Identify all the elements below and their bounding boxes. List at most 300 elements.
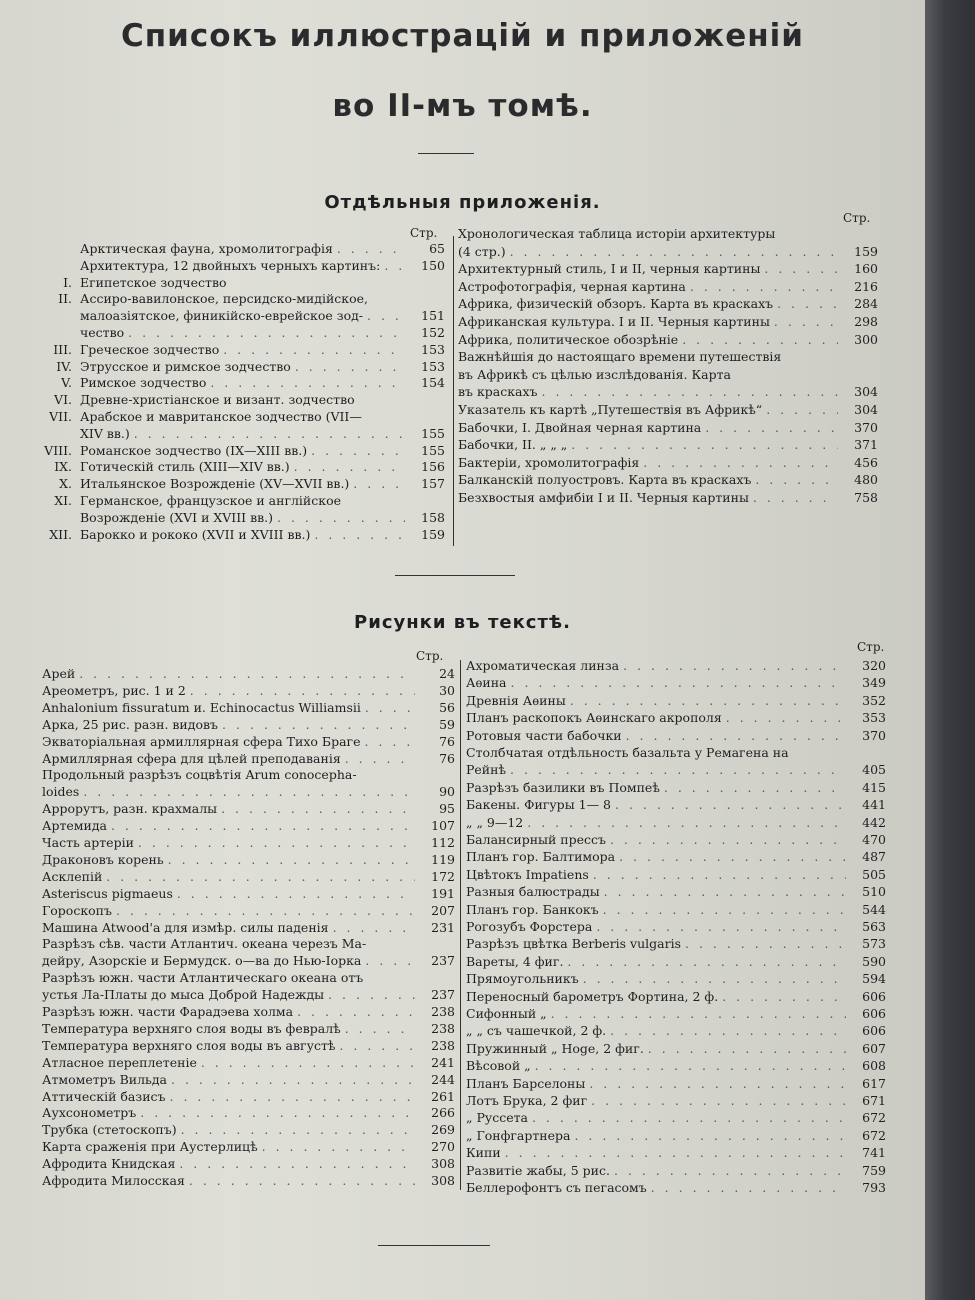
figure-entry xyxy=(466,884,886,899)
entry-page-number: 237 xyxy=(431,987,455,1003)
entry-page-number: 505 xyxy=(862,866,886,882)
dot-leader xyxy=(353,476,405,491)
appendix-entry xyxy=(458,279,878,294)
entry-page-number: 150 xyxy=(421,257,445,273)
dot-leader xyxy=(774,314,838,329)
figure-entry xyxy=(42,852,455,867)
entry-title: Бактеріи, хромолитографія xyxy=(458,454,640,470)
figure-entry xyxy=(466,1180,886,1195)
entry-title: Разрѣзъ сѣв. части Атлантич. океана черезъ Ма- xyxy=(42,936,367,952)
entry-roman-numeral: IV. xyxy=(56,358,72,374)
entry-title: Египетское зодчество xyxy=(80,274,227,290)
entry-title: Рогозубъ Форстера xyxy=(466,919,593,934)
figure-entry xyxy=(42,683,455,698)
dot-leader xyxy=(777,296,838,311)
figure-entry xyxy=(42,869,455,884)
entry-title: Бакены. Фигуры 1— 8 xyxy=(466,797,611,813)
entry-page-number: 155 xyxy=(421,425,445,441)
figure-entry xyxy=(466,936,886,951)
figure-entry xyxy=(466,728,886,743)
entry-page-number: 741 xyxy=(862,1145,886,1161)
dot-leader xyxy=(685,936,846,951)
dot-leader xyxy=(367,308,405,323)
dot-leader xyxy=(223,342,405,357)
dot-leader xyxy=(337,241,405,256)
page-edge-shadow xyxy=(925,0,975,1300)
entry-title: „ „ съ чашечкой, 2 ф. xyxy=(466,1023,607,1039)
entry-page-number: 156 xyxy=(421,459,445,475)
entry-page-number: 231 xyxy=(431,919,455,935)
appendix-entry xyxy=(458,332,878,347)
entry-title: Артемида xyxy=(42,818,107,834)
entry-page-number: 90 xyxy=(439,784,455,800)
dot-leader xyxy=(140,1105,415,1120)
dot-leader xyxy=(201,1055,415,1070)
dot-leader xyxy=(614,1163,846,1178)
entry-page-number: 59 xyxy=(439,716,455,732)
entry-title: Этрусское и римское зодчество xyxy=(80,358,291,374)
appendix-entry xyxy=(40,493,445,508)
entry-title: Греческое зодчество xyxy=(80,341,220,357)
dot-leader xyxy=(593,867,846,882)
appendix-entry xyxy=(458,296,878,311)
entry-title: Римское зодчество xyxy=(80,375,207,391)
dot-leader xyxy=(567,954,846,969)
entry-title: „ Гонфгартнера xyxy=(466,1127,571,1143)
entry-title: Атласное переплетеніе xyxy=(42,1054,197,1070)
dot-leader xyxy=(705,420,838,435)
entry-title: Романское зодчество (IX—XIII вв.) xyxy=(80,442,308,458)
entry-title: Арка, 25 рис. разн. видовъ xyxy=(42,716,218,732)
entry-roman-numeral: XII. xyxy=(49,526,72,542)
entry-page-number: 56 xyxy=(439,699,455,715)
dot-leader xyxy=(181,1122,415,1137)
entry-page-number: 266 xyxy=(431,1105,455,1121)
entry-title: Балканскій полуостровъ. Карта въ краскахъ xyxy=(458,472,752,488)
section-rule xyxy=(395,575,515,576)
dot-leader xyxy=(574,1128,846,1143)
entry-title: Кипи xyxy=(466,1145,501,1161)
dot-leader xyxy=(168,852,415,867)
entry-title: Anhalonium fissuratum и. Echinocactus Williamsii xyxy=(42,699,361,715)
figure-entry xyxy=(42,801,455,816)
figure-entry xyxy=(42,818,455,833)
dot-leader xyxy=(510,762,846,777)
dot-leader xyxy=(596,919,846,934)
appendices-page-label-left: Стр. xyxy=(410,226,438,240)
entry-page-number: 510 xyxy=(862,884,886,900)
appendix-entry xyxy=(40,359,445,374)
entry-roman-numeral: XI. xyxy=(54,493,72,508)
dot-leader xyxy=(314,527,405,542)
entry-page-number: 152 xyxy=(421,325,445,340)
dot-leader xyxy=(221,801,415,816)
figures-column-divider xyxy=(460,660,461,1190)
appendix-entry xyxy=(40,342,445,357)
entry-page-number: 590 xyxy=(862,953,886,969)
entry-title: Прямоугольникъ xyxy=(466,971,579,987)
figure-entry xyxy=(466,919,886,934)
entry-page-number: 353 xyxy=(862,710,886,726)
figure-entry xyxy=(42,1105,455,1120)
figure-entry xyxy=(466,954,886,969)
entry-title: Архитектурный стиль, I и II, черныя картины xyxy=(458,261,761,277)
entry-page-number: 76 xyxy=(439,750,455,766)
appendix-entry xyxy=(40,510,445,525)
entry-page-number: 112 xyxy=(431,835,455,850)
entry-title: Температура верхняго слоя воды въ февралѣ xyxy=(42,1020,341,1036)
figure-entry xyxy=(42,751,455,766)
figure-entry xyxy=(466,710,886,725)
figure-entry xyxy=(466,1058,886,1073)
entry-title: XIV вв.) xyxy=(80,425,130,441)
dot-leader xyxy=(311,443,405,458)
dot-leader xyxy=(511,675,847,690)
dot-leader xyxy=(505,1145,846,1160)
entry-page-number: 76 xyxy=(439,733,455,749)
entry-page-number: 300 xyxy=(854,331,878,347)
dot-leader xyxy=(83,784,415,799)
figure-entry xyxy=(466,1163,886,1178)
entry-title: Разрѣзъ южн. части Фарадэева холма xyxy=(42,1004,294,1019)
entry-page-number: 594 xyxy=(862,971,886,987)
entry-page-number: 304 xyxy=(854,402,878,417)
figure-entry xyxy=(466,1041,886,1056)
appendix-entry xyxy=(40,241,445,256)
appendix-entry xyxy=(40,426,445,441)
entry-title: Афродита Книдская xyxy=(42,1156,176,1172)
dot-leader xyxy=(604,884,846,899)
dot-leader xyxy=(755,472,838,487)
figure-entry xyxy=(466,693,886,708)
dot-leader xyxy=(171,1072,415,1087)
entry-title: Возрожденіе (XVI и XVIII вв.) xyxy=(80,509,274,525)
figure-entry xyxy=(42,1004,455,1019)
entry-page-number: 573 xyxy=(862,936,886,952)
dot-leader xyxy=(626,728,846,743)
dot-leader xyxy=(297,1004,415,1019)
figure-entry xyxy=(42,1021,455,1036)
entry-title: Планъ раскопокъ Аѳинскаго акрополя xyxy=(466,710,722,726)
entry-title: Указатель къ картѣ „Путешествія въ Африкѣ“ xyxy=(458,402,763,417)
dot-leader xyxy=(571,437,838,452)
entry-title: Древнія Аѳины xyxy=(466,692,566,708)
entry-title: Экваторіальная армиллярная сфера Тихо Браге xyxy=(42,733,361,749)
title-rule xyxy=(418,153,474,154)
entry-title: Аттическій базисъ xyxy=(42,1088,166,1104)
dot-leader xyxy=(753,490,838,505)
entry-page-number: 238 xyxy=(431,1037,455,1053)
figure-entry xyxy=(466,1128,886,1143)
entry-title: Астрофотографія, черная картина xyxy=(458,278,686,294)
entry-title: Архитектура, 12 двойныхъ черныхъ картинъ: xyxy=(80,257,381,273)
appendix-entry xyxy=(40,308,445,323)
entry-page-number: 671 xyxy=(862,1093,886,1108)
dot-leader xyxy=(365,953,415,968)
dot-leader xyxy=(339,1038,415,1053)
entry-page-number: 65 xyxy=(429,241,445,256)
dot-leader xyxy=(551,1006,846,1021)
appendix-entry xyxy=(458,367,878,382)
dot-leader xyxy=(384,258,405,273)
appendix-entry xyxy=(458,402,878,417)
entry-roman-numeral: V. xyxy=(61,375,72,391)
entry-page-number: 238 xyxy=(431,1020,455,1036)
dot-leader xyxy=(651,1180,846,1195)
entry-page-number: 606 xyxy=(862,1006,886,1021)
entry-page-number: 155 xyxy=(421,442,445,458)
appendix-entry xyxy=(40,325,445,340)
entry-page-number: 320 xyxy=(862,658,886,673)
entry-page-number: 30 xyxy=(439,682,455,698)
entry-title: Армиллярная сфера для цѣлей преподаванія xyxy=(42,750,341,766)
entry-page-number: 261 xyxy=(431,1088,455,1104)
dot-leader xyxy=(591,1093,846,1108)
dot-leader xyxy=(134,426,405,441)
dot-leader xyxy=(262,1139,415,1154)
appendix-entry xyxy=(40,375,445,390)
appendix-entry xyxy=(458,314,878,329)
figure-entry xyxy=(466,1093,886,1108)
entry-page-number: 298 xyxy=(854,314,878,329)
figure-entry xyxy=(42,666,455,681)
entry-page-number: 216 xyxy=(854,278,878,294)
dot-leader xyxy=(690,279,838,294)
entry-title: Ассиро-вавилонское, персидско-мидійское, xyxy=(80,291,369,307)
entry-page-number: 159 xyxy=(421,526,445,542)
dot-leader xyxy=(79,666,415,681)
entry-title: „ Руссета xyxy=(466,1110,528,1126)
figure-entry xyxy=(466,762,886,777)
entry-title: Продольный разрѣзъ соцвѣтія Arum conocepha- xyxy=(42,767,357,783)
dot-leader xyxy=(294,459,405,474)
entry-title: Барокко и рококо (XVII и XVIII вв.) xyxy=(80,526,311,542)
dot-leader xyxy=(189,1173,415,1188)
figure-entry xyxy=(42,920,455,935)
entry-title: Готическій стиль (XIII—XIV вв.) xyxy=(80,459,290,475)
figure-entry xyxy=(42,717,455,732)
dot-leader xyxy=(365,700,415,715)
entry-roman-numeral: I. xyxy=(63,274,72,290)
appendix-entry xyxy=(40,392,445,407)
entry-page-number: 405 xyxy=(862,762,886,778)
appendix-entry xyxy=(40,275,445,290)
entry-page-number: 151 xyxy=(421,308,445,324)
dot-leader xyxy=(179,1156,415,1171)
entry-page-number: 608 xyxy=(862,1058,886,1074)
entry-page-number: 269 xyxy=(431,1122,455,1138)
figure-entry xyxy=(466,1006,886,1021)
dot-leader xyxy=(610,832,846,847)
appendix-entry xyxy=(458,261,878,276)
entry-page-number: 237 xyxy=(431,953,455,969)
page-title-line2: во II-мъ томѣ. xyxy=(332,88,593,124)
entry-page-number: 415 xyxy=(862,779,886,795)
figure-entry xyxy=(42,1089,455,1104)
entry-page-number: 270 xyxy=(431,1139,455,1155)
entry-page-number: 244 xyxy=(431,1071,455,1087)
entry-title: Африка, политическое обозрѣніе xyxy=(458,331,679,347)
entry-page-number: 371 xyxy=(854,437,878,453)
entry-page-number: 370 xyxy=(862,727,886,743)
entry-page-number: 284 xyxy=(854,296,878,312)
bottom-rule xyxy=(378,1245,490,1246)
entry-title: Рейнѣ xyxy=(466,762,507,778)
entry-title: Планъ Барселоны xyxy=(466,1075,586,1091)
dot-leader xyxy=(295,359,405,374)
entry-page-number: 238 xyxy=(431,1004,455,1019)
appendix-entry xyxy=(458,349,878,364)
entry-title: „ „ 9—12 xyxy=(466,814,524,830)
figure-entry xyxy=(42,1072,455,1087)
figure-entry xyxy=(42,1173,455,1188)
entry-title: устья Ла-Платы до мыса Доброй Надежды xyxy=(42,987,325,1003)
entry-title: Столбчатая отдѣльность базальта у Ремагена на xyxy=(466,745,789,760)
dot-leader xyxy=(682,332,838,347)
dot-leader xyxy=(510,244,838,259)
entry-title: Ареометръ, рис. 1 и 2 xyxy=(42,682,186,698)
dot-leader xyxy=(364,734,415,749)
figures-heading: Рисунки въ текстѣ. xyxy=(354,612,571,633)
figure-entry xyxy=(42,784,455,799)
entry-title: Итальянское Возрожденіе (XV—XVII вв.) xyxy=(80,476,350,492)
entry-roman-numeral: II. xyxy=(58,291,72,307)
appendix-entry xyxy=(458,384,878,399)
entry-page-number: 304 xyxy=(854,384,878,400)
figure-entry xyxy=(42,1139,455,1154)
dot-leader xyxy=(138,835,415,850)
entry-title: Разныя балюстрады xyxy=(466,884,600,900)
entry-title: Афродита Милосская xyxy=(42,1173,185,1188)
appendix-entry xyxy=(40,291,445,306)
entry-page-number: 441 xyxy=(862,797,886,813)
figure-entry xyxy=(466,658,886,673)
entry-page-number: 607 xyxy=(862,1040,886,1056)
entry-page-number: 349 xyxy=(862,675,886,691)
appendix-entry xyxy=(40,443,445,458)
entry-page-number: 544 xyxy=(862,901,886,917)
entry-title: Сифонный „ xyxy=(466,1006,547,1021)
appendix-entry xyxy=(40,258,445,273)
entry-title: Разрѣзъ южн. части Атлантическаго океана отъ xyxy=(42,970,364,986)
entry-title: Важнѣйшія до настоящаго времени путешествія xyxy=(458,349,782,365)
figure-entry xyxy=(42,936,455,951)
entry-page-number: 672 xyxy=(862,1127,886,1143)
figure-entry xyxy=(42,700,455,715)
figure-entry xyxy=(466,849,886,864)
entry-title: Часть артеріи xyxy=(42,835,134,850)
dot-leader xyxy=(648,1041,846,1056)
dot-leader xyxy=(345,751,415,766)
page-title-line1: Списокъ иллюстрацій и приложеній xyxy=(120,18,804,54)
entry-title: Африка, физическій обзоръ. Карта въ краскахъ xyxy=(458,296,774,312)
figure-entry xyxy=(42,734,455,749)
figure-entry xyxy=(466,745,886,760)
dot-leader xyxy=(589,1076,846,1091)
appendices-heading: Отдѣльныя приложенія. xyxy=(324,192,601,213)
figure-entry xyxy=(42,767,455,782)
dot-leader xyxy=(610,1023,846,1038)
entry-title: Трубка (стетоскопъ) xyxy=(42,1122,177,1138)
dot-leader xyxy=(128,325,405,340)
entry-roman-numeral: IX. xyxy=(54,459,72,475)
figure-entry xyxy=(466,780,886,795)
entry-page-number: 758 xyxy=(854,490,878,505)
entry-page-number: 352 xyxy=(862,692,886,708)
dot-leader xyxy=(535,1058,846,1073)
dot-leader xyxy=(570,693,846,708)
entry-title: Беллерофонтъ съ пегасомъ xyxy=(466,1180,647,1195)
entry-page-number: 119 xyxy=(431,851,455,867)
entry-roman-numeral: III. xyxy=(53,341,72,357)
entry-page-number: 442 xyxy=(862,814,886,830)
figure-entry xyxy=(42,1038,455,1053)
figure-entry xyxy=(466,1023,886,1038)
entry-title: Переносный барометръ Фортина, 2 ф. xyxy=(466,988,719,1004)
entry-page-number: 158 xyxy=(421,509,445,525)
figure-entry xyxy=(466,867,886,882)
entry-page-number: 157 xyxy=(421,476,445,492)
dot-leader xyxy=(643,455,838,470)
dot-leader xyxy=(726,710,846,725)
dot-leader xyxy=(277,510,405,525)
entry-title: Гороскопъ xyxy=(42,902,112,918)
figure-entry xyxy=(42,1122,455,1137)
entry-roman-numeral: X. xyxy=(59,476,72,492)
entry-page-number: 154 xyxy=(421,375,445,391)
entry-title: Германское, французское и англійское xyxy=(80,493,341,508)
entry-roman-numeral: VI. xyxy=(54,392,72,408)
appendices-column-divider xyxy=(453,236,454,546)
appendix-entry xyxy=(458,420,878,435)
dot-leader xyxy=(764,261,838,276)
entry-page-number: 95 xyxy=(439,801,455,817)
entry-title: Безхвостыя амфибіи I и II. Черныя картины xyxy=(458,490,749,505)
entry-page-number: 207 xyxy=(431,902,455,918)
figure-entry xyxy=(466,815,886,830)
dot-leader xyxy=(722,989,846,1004)
entry-title: Разрѣзъ цвѣтка Berberis vulgaris xyxy=(466,936,682,952)
appendices-page-label-right: Стр. xyxy=(843,211,871,225)
appendix-entry xyxy=(458,244,878,259)
entry-page-number: 617 xyxy=(862,1075,886,1091)
entry-page-number: 487 xyxy=(862,849,886,865)
figure-entry xyxy=(42,835,455,850)
figure-entry xyxy=(466,832,886,847)
entry-title: Драконовъ корень xyxy=(42,851,164,867)
appendix-entry xyxy=(40,409,445,424)
figure-entry xyxy=(466,1110,886,1125)
figure-entry xyxy=(466,797,886,812)
entry-title: Аррорутъ, разн. крахмалы xyxy=(42,801,218,817)
entry-title: Древне-христіанское и визант. зодчество xyxy=(80,392,355,408)
figure-entry xyxy=(42,970,455,985)
appendix-entry xyxy=(40,476,445,491)
dot-leader xyxy=(542,384,839,399)
entry-page-number: 159 xyxy=(854,243,878,259)
dot-leader xyxy=(766,402,838,417)
entry-page-number: 191 xyxy=(431,885,455,901)
dot-leader xyxy=(177,886,415,901)
entry-page-number: 480 xyxy=(854,472,878,488)
dot-leader xyxy=(116,903,415,918)
figure-entry xyxy=(466,971,886,986)
dot-leader xyxy=(170,1089,416,1104)
entry-page-number: 456 xyxy=(854,454,878,470)
entry-roman-numeral: VII. xyxy=(49,409,72,424)
figure-entry xyxy=(466,989,886,1004)
entry-title: Температура верхняго слоя воды въ августѣ xyxy=(42,1037,336,1053)
